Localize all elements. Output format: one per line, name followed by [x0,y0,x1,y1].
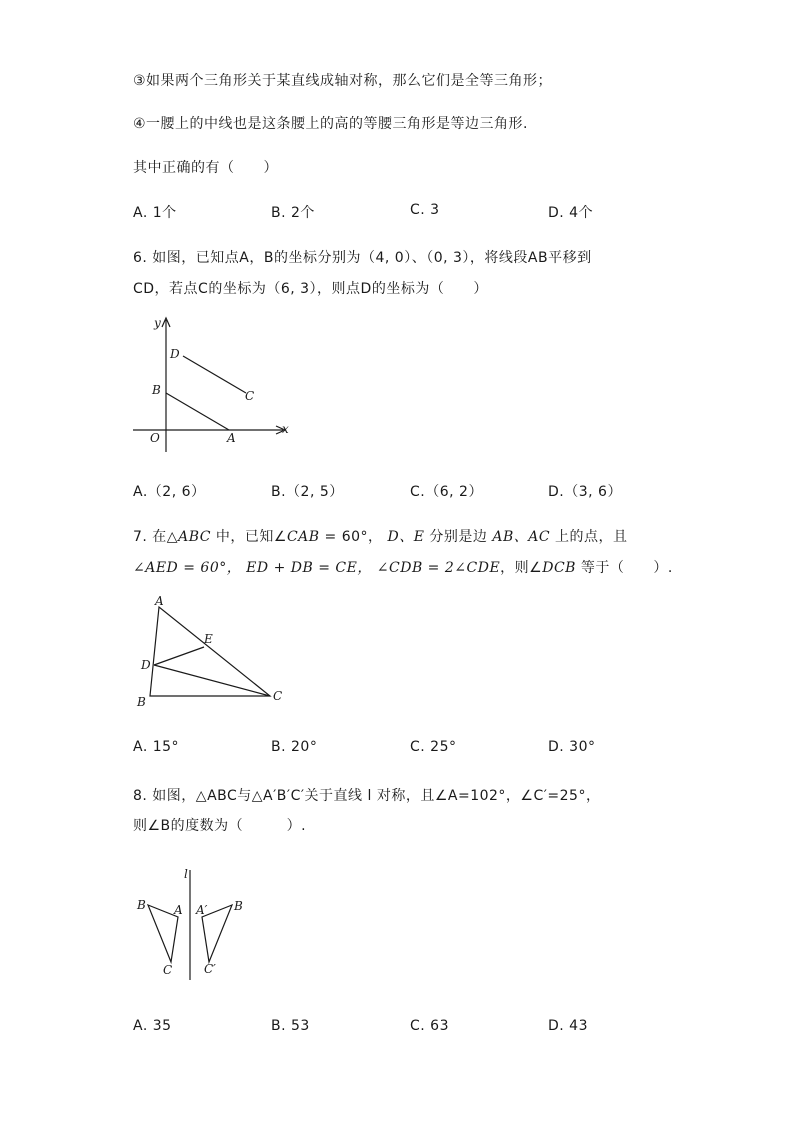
q6-option-b: B.（2, 5） [271,484,344,500]
q5-option-d: D. 4个 [548,205,594,221]
q7-conditions: ∠AED = 60°， ED + DB = CE， ∠CDB = 2∠CDE [133,560,501,576]
label-o: O [150,431,160,445]
q7-t12: 等于（ ）. [575,560,673,576]
segment-dc [154,665,270,696]
q7-option-a: A. 15° [133,739,180,755]
label-d: D [170,347,180,361]
q8-option-d: D. 43 [548,1018,588,1034]
label-x: x [282,422,289,436]
label-c: C [245,389,255,403]
q6-option-c: C.（6, 2） [410,484,483,500]
q7-triangle-figure [130,592,300,717]
q7-text-line2 [133,557,673,577]
q7-option-b: B. 20° [271,739,318,755]
q7-t9: 上的点，且 [550,529,628,545]
q6-text-line2: CD，若点C的坐标为（6, 3），则点D的坐标为（ ） [133,281,488,297]
q5-prompt: 其中正确的有（ ） [133,160,278,176]
statement-3: ③如果两个三角形关于某直线成轴对称，那么它们是全等三角形； [133,73,553,89]
label-e: E [204,632,213,646]
label-y: y [154,316,161,330]
label-a: A [155,594,164,608]
q7-option-d: D. 30° [548,739,596,755]
q7-t3: 中，已知∠ [210,529,287,545]
q8-text-line1: 8. 如图，△ABC与△A′B′C′关于直线 l 对称，且∠A=102°，∠C′=25°， [133,788,601,804]
q5-option-c: C. 3 [410,202,440,218]
label-a-prime: A′ [196,903,208,917]
label-a: A [174,903,183,917]
label-c: C [163,963,173,977]
label-a: A [227,431,236,445]
label-c: C [273,689,283,703]
segment-cd [183,356,246,393]
q5-option-a: A. 1个 [133,205,177,221]
segment-de [154,647,204,665]
q7-text-line1 [133,526,628,546]
q7-t1: 7. 在△ [133,529,179,545]
q7-option-c: C. 25° [410,739,457,755]
q8-option-c: C. 63 [410,1018,449,1034]
q7-t8: AB、AC [492,529,551,545]
q7-t4: CAB [286,529,320,545]
q7-t6: D、E [387,529,425,545]
statement-4: ④一腰上的中线也是这条腰上的高的等腰三角形是等边三角形. [133,116,528,132]
label-c-prime: C′ [204,962,216,976]
q6-option-a: A.（2, 6） [133,484,206,500]
q7-t11: DCB [542,560,576,576]
segment-ab [166,393,229,430]
q7-t10: ，则∠ [500,560,543,576]
q8-text-line2: 则∠B的度数为（ ）. [133,818,307,834]
label-b-prime: B [234,899,243,913]
q7-t2: ABC [178,529,211,545]
label-b: B [137,695,146,709]
q5-option-b: B. 2个 [271,205,315,221]
triangle-abc [150,607,270,696]
q6-text-line1: 6. 如图，已知点A，B的坐标分别为（4, 0）、（0, 3），将线段AB平移到 [133,250,592,266]
q7-t5: = 60°， [319,529,388,545]
q8-option-b: B. 53 [271,1018,310,1034]
label-d: D [141,658,151,672]
q6-coordinate-figure [128,312,298,457]
label-b: B [152,383,161,397]
q8-option-a: A. 35 [133,1018,172,1034]
q8-symmetry-figure [130,862,260,987]
label-l: l [184,867,188,881]
q6-option-d: D.（3, 6） [548,484,622,500]
label-b: B [137,898,146,912]
q7-t7: 分别是边 [424,529,493,545]
